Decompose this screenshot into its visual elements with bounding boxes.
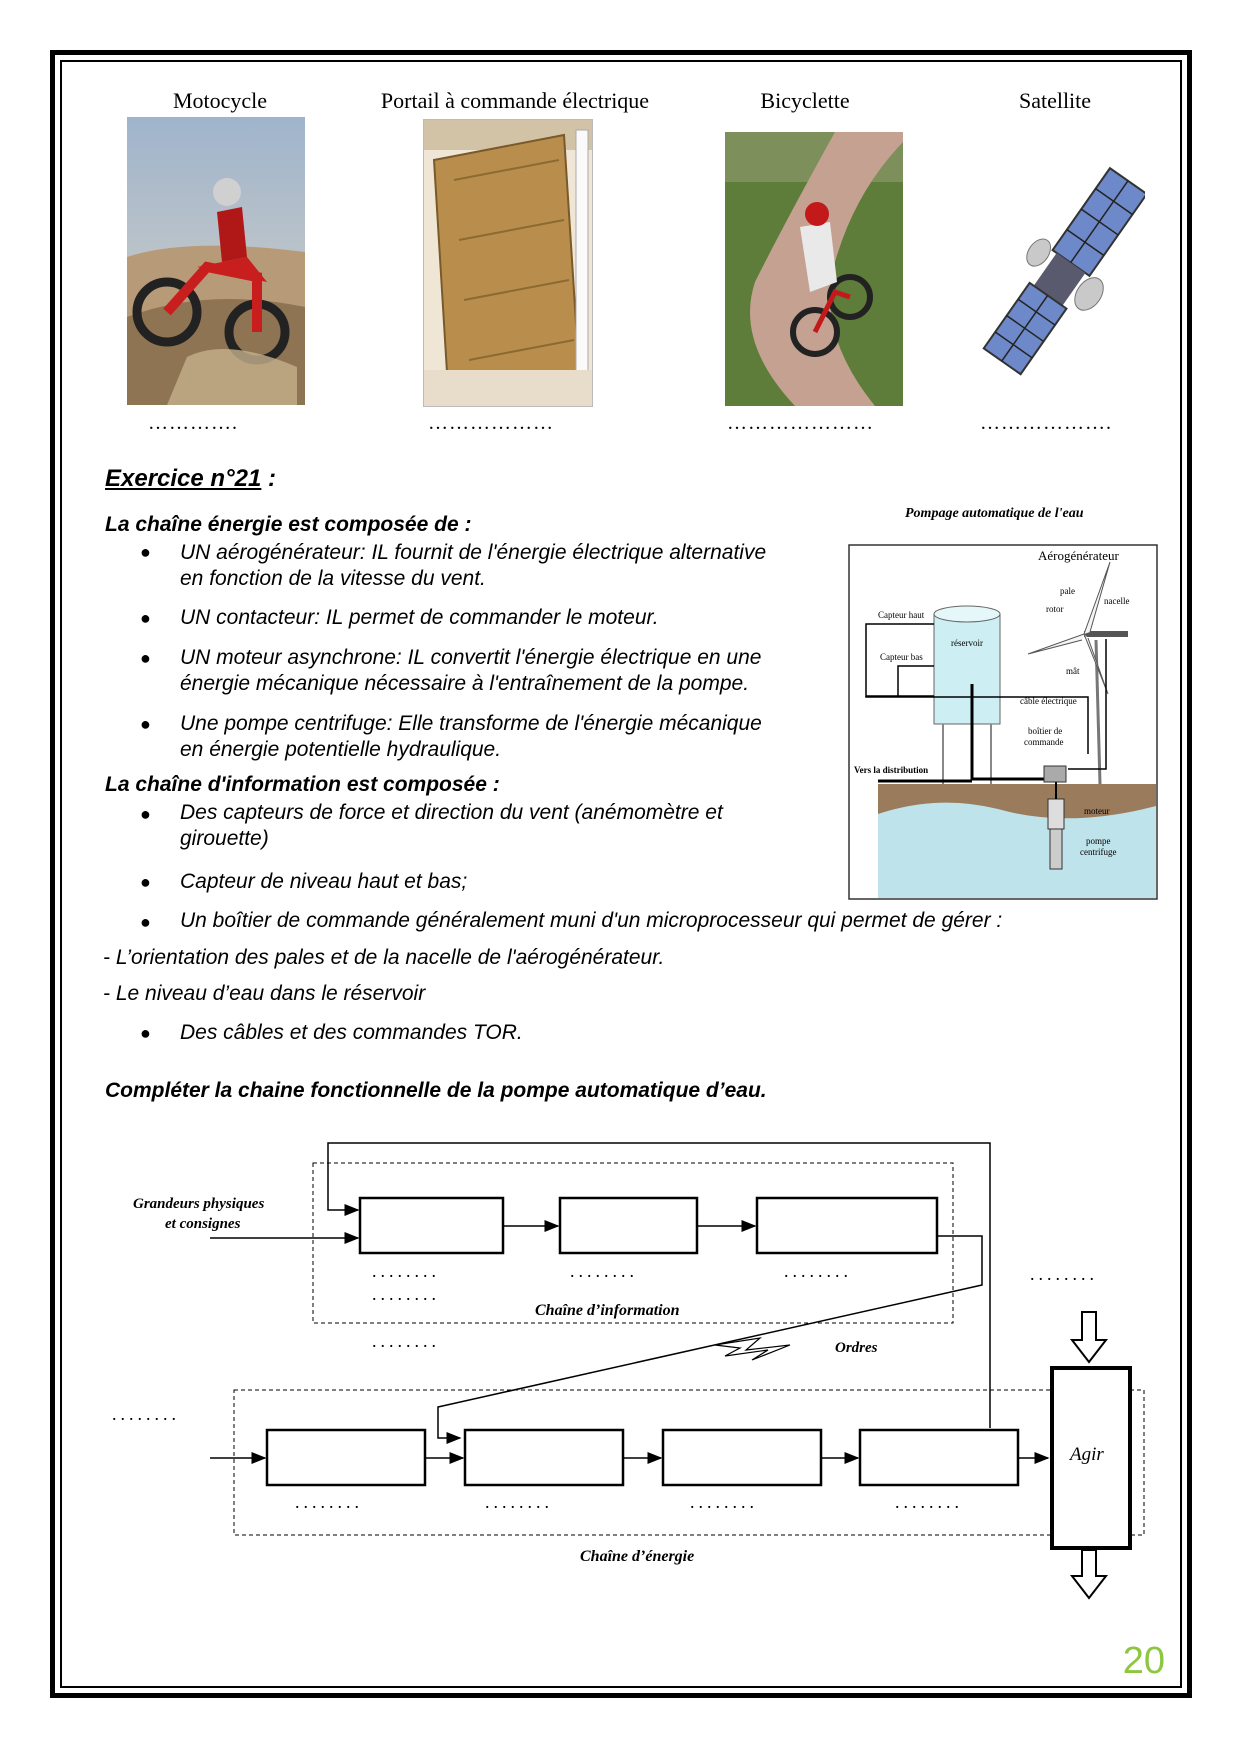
satellite-image: [980, 160, 1145, 390]
last-bullet: Des câbles et des commandes TOR.: [180, 1021, 523, 1044]
label-nacelle: nacelle: [1104, 596, 1130, 606]
answer-blank-portail[interactable]: ………………: [428, 412, 554, 434]
pump-figure: [848, 544, 1158, 900]
label-pompe-1: pompe: [1086, 836, 1111, 846]
info-block-3[interactable]: [757, 1198, 937, 1253]
energy-item-1-line1: UN aérogénérateur: IL fournit de l'énergie électrique alternative: [180, 541, 767, 564]
energy-block-1[interactable]: [267, 1430, 425, 1485]
page-number: 20: [1122, 1640, 1165, 1682]
label-aero: Aérogénérateur: [1038, 548, 1119, 563]
bullet-icon: ●: [140, 912, 151, 932]
blank-info-4: ........: [372, 1284, 440, 1304]
motor: [1048, 799, 1064, 829]
energy-item-3-line1: UN moteur asynchrone: IL convertit l'énergie électrique en une: [180, 646, 762, 669]
info-heading: La chaîne d'information est composée :: [105, 773, 500, 796]
image-label-bicyclette: Bicyclette: [760, 88, 850, 113]
agir-label: Agir: [1070, 1444, 1104, 1465]
orders-lightning-icon: [715, 1338, 790, 1360]
info-block-2[interactable]: [560, 1198, 697, 1253]
energy-block-4[interactable]: [860, 1430, 1018, 1485]
energy-item-1-line2: en fonction de la vitesse du vent.: [180, 567, 486, 590]
blank-info-3: ........: [784, 1261, 852, 1281]
label-reservoir: réservoir: [951, 638, 983, 648]
instruction: Compléter la chaine fonctionnelle de la pompe automatique d’eau.: [105, 1079, 767, 1102]
blank-orders-left: ........: [372, 1331, 440, 1351]
functional-chain-diagram: [0, 1100, 1240, 1620]
figure-caption: Pompage automatique de l'eau: [905, 506, 1084, 521]
energy-item-2-line1: UN contacteur: IL permet de commander le moteur.: [180, 606, 659, 629]
centrifugal-pump: [1050, 829, 1062, 869]
dash-item-1: - L’orientation des pales et de la nacelle de l'aérogénérateur.: [103, 946, 665, 969]
info-block-1[interactable]: [360, 1198, 503, 1253]
exercise-title: [105, 465, 276, 493]
answer-blank-motocycle[interactable]: ………….: [148, 412, 238, 434]
label-cable: câble électrique: [1020, 696, 1077, 706]
orders-label: Ordres: [835, 1340, 878, 1356]
label-boitier-1: boîtier de: [1028, 726, 1063, 736]
bullet-icon: ●: [140, 714, 151, 734]
output-material-arrow-icon: [1072, 1550, 1106, 1598]
image-label-satellite: Satellite: [1018, 88, 1092, 113]
energy-item-4-line1: Une pompe centrifuge: Elle transforme de l'énergie mécanique: [180, 712, 762, 735]
label-pale: pale: [1060, 586, 1075, 596]
info-item-3-line1: Un boîtier de commande généralement muni d'un microprocesseur qui permet de gérer :: [180, 909, 1003, 932]
blank-energy-4: ........: [895, 1492, 963, 1512]
energy-item-4-line2: en énergie potentielle hydraulique.: [180, 738, 502, 761]
exercise-title-number: Exercice n°21: [105, 465, 262, 492]
energy-block-3[interactable]: [663, 1430, 821, 1485]
image-label-motocycle: Motocycle: [172, 88, 268, 113]
image-label-portail: Portail à commande électrique: [380, 88, 650, 113]
blank-info-2: ........: [570, 1261, 638, 1281]
energy-chain-label: Chaîne d’énergie: [580, 1548, 695, 1565]
input-material-arrow-icon: [1072, 1312, 1106, 1362]
label-mat: mât: [1066, 666, 1080, 676]
blank-output-info: ........: [1030, 1264, 1098, 1284]
reservoir-tank: [934, 614, 1000, 724]
bullet-icon: ●: [140, 648, 151, 668]
info-item-2-line1: Capteur de niveau haut et bas;: [180, 870, 468, 893]
label-boitier-2: commande: [1024, 737, 1064, 747]
info-item-1-line1: Des capteurs de force et direction du vent (anémomètre et: [180, 801, 723, 824]
bullet-icon: ●: [140, 1023, 151, 1043]
energy-item-3-line2: énergie mécanique nécessaire à l'entraînement de la pompe.: [180, 672, 750, 695]
label-capteur-haut: Capteur haut: [878, 610, 925, 620]
label-distribution: Vers la distribution: [854, 765, 929, 775]
blank-energy-input: ........: [112, 1404, 180, 1424]
label-pompe-2: centrifuge: [1080, 847, 1117, 857]
input-label-1: Grandeurs physiques: [133, 1196, 265, 1212]
label-rotor: rotor: [1046, 604, 1064, 614]
energy-heading: La chaîne énergie est composée de :: [105, 513, 472, 536]
control-box: [1044, 766, 1066, 782]
info-item-1-line2: girouette): [180, 827, 269, 850]
bullet-icon: ●: [140, 872, 151, 892]
input-label-2: et consignes: [165, 1216, 241, 1232]
exercise-title-colon: :: [261, 465, 277, 492]
portail-image: [423, 119, 593, 407]
label-moteur: moteur: [1084, 806, 1110, 816]
label-capteur-bas: Capteur bas: [880, 652, 923, 662]
bullet-icon: ●: [140, 608, 151, 628]
bicyclette-image: [725, 132, 903, 406]
motocycle-image: [127, 117, 305, 405]
blank-energy-1: ........: [295, 1492, 363, 1512]
info-chain-label: Chaîne d’information: [535, 1302, 680, 1319]
answer-blank-satellite[interactable]: ……………….: [980, 412, 1112, 434]
blank-energy-2: ........: [485, 1492, 553, 1512]
bullet-icon: ●: [140, 804, 151, 824]
bullet-icon: ●: [140, 542, 151, 562]
dash-item-2: - Le niveau d’eau dans le réservoir: [103, 982, 426, 1005]
blank-energy-3: ........: [690, 1492, 758, 1512]
blank-info-1: ........: [372, 1261, 440, 1281]
answer-blank-bicyclette[interactable]: …………………: [727, 412, 874, 434]
energy-block-2[interactable]: [465, 1430, 623, 1485]
